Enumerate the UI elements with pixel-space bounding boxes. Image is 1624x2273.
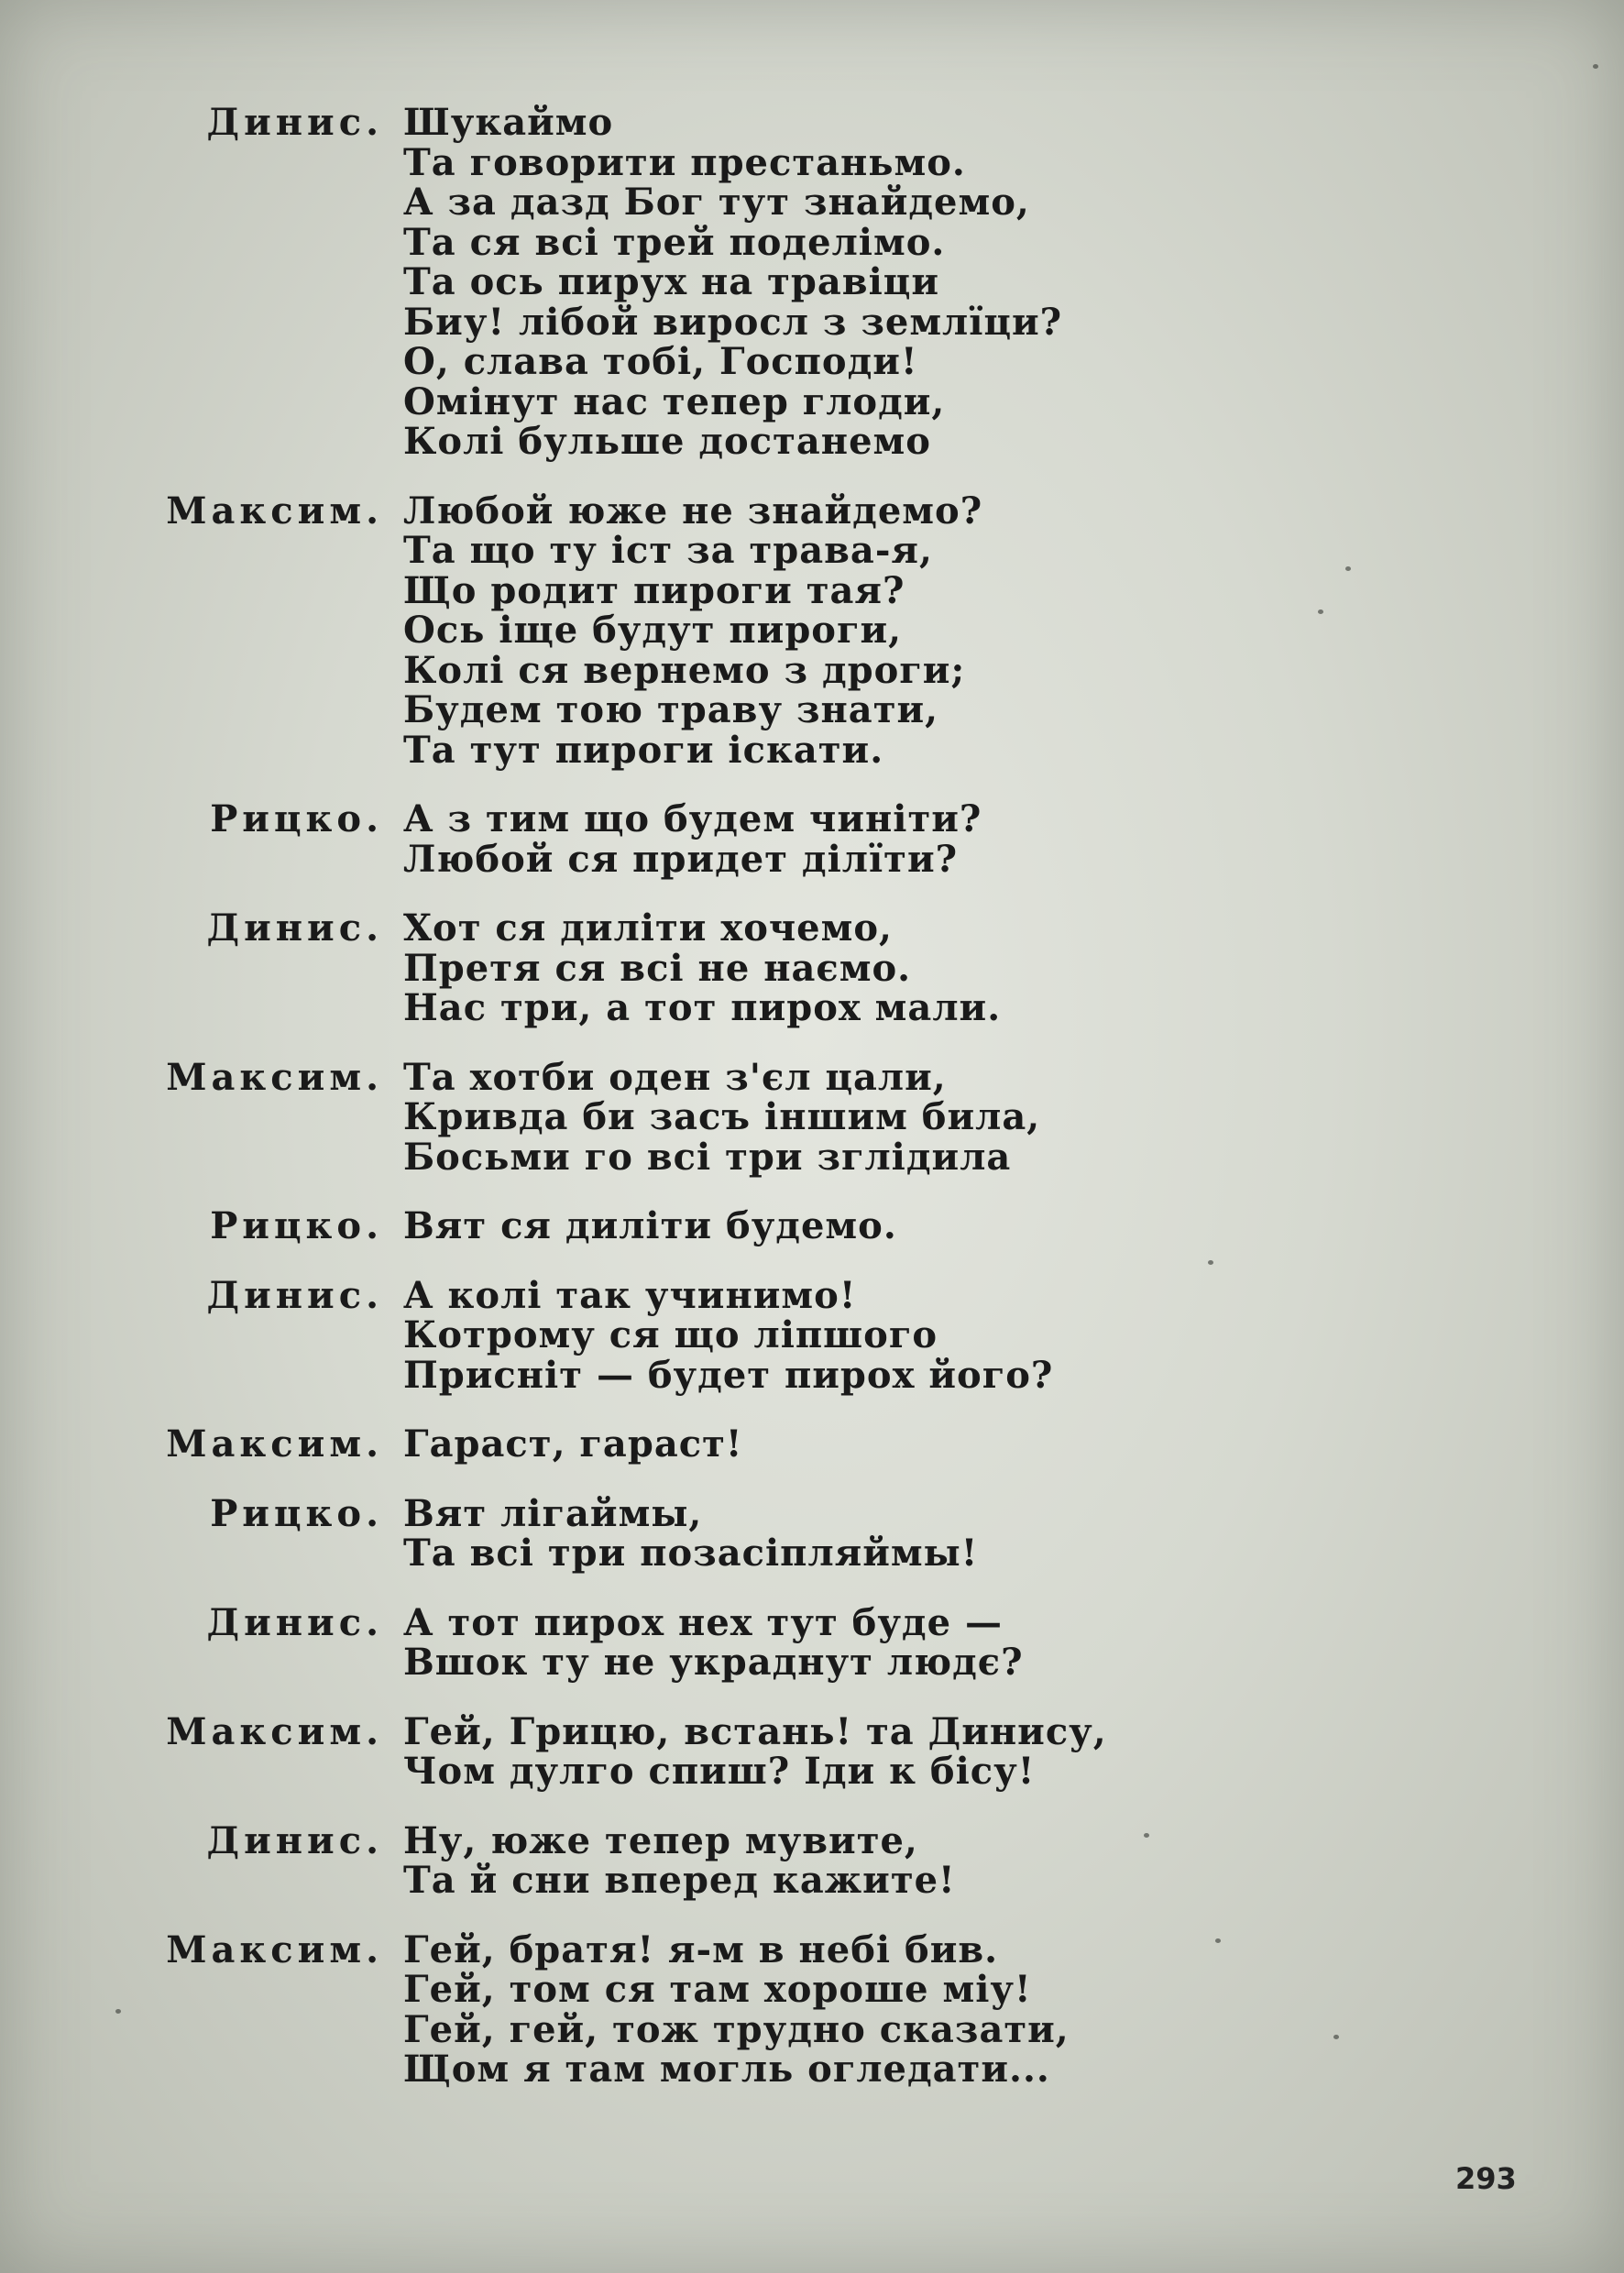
verse-line: Босьми го всі три зглідила (403, 1135, 1012, 1179)
verse-line: Гараст, гараст! (403, 1422, 743, 1466)
verse-line: Кривда би засъ іншим била, (403, 1095, 1041, 1138)
dialogue-turn (0, 1709, 1624, 1793)
verse-line: Присніт — будет пирох його? (403, 1353, 1054, 1397)
dust-speck (1208, 1260, 1213, 1265)
verse-line: Гей, Грицю, встань! та Динису, (403, 1709, 1107, 1753)
verse-line: Та говорити престаньмо. (403, 140, 966, 184)
verse-lines (403, 103, 1624, 462)
speaker-name: Максим. (166, 1055, 383, 1099)
dialogue-turn (0, 1927, 1624, 2091)
verse-line: Биу! лібой виросл з землїци? (403, 300, 1063, 344)
play-text (0, 103, 1624, 2119)
verse-lines (403, 1273, 1624, 1397)
verse-line: Любой ся придет ділїти? (403, 837, 959, 881)
verse-lines (403, 1424, 1624, 1465)
dialogue-turn (0, 1424, 1624, 1465)
verse-line: Щом я там могль огледати... (403, 2048, 1050, 2091)
dust-speck (1345, 566, 1351, 571)
verse-line: Та ось пирух на травіци (403, 260, 940, 303)
verse-line: Вят ся диліти будемо. (403, 1204, 897, 1247)
speaker-name: Динис. (206, 906, 383, 950)
verse-lines (403, 908, 1624, 1028)
verse-line: Гей, гей, тож трудно сказати, (403, 2007, 1070, 2051)
verse-line: Колі бульше достанемо (403, 420, 931, 463)
verse-line: Будем тою траву знати, (403, 688, 939, 731)
dialogue-turn (0, 1273, 1624, 1397)
verse-line: Ось іще будут пироги, (403, 609, 903, 652)
dialogue-turn (0, 1491, 1624, 1575)
verse-lines (403, 1818, 1624, 1902)
verse-lines (403, 1600, 1624, 1684)
dust-speck (1593, 64, 1598, 69)
verse-line: Хот ся диліти хочемо, (403, 906, 893, 950)
verse-line: А з тим що будем чиніти? (403, 797, 982, 840)
speaker-name: Максим. (166, 1422, 383, 1466)
verse-line: Колі ся вернемо з дроги; (403, 648, 966, 692)
dialogue-turn (0, 491, 1624, 771)
verse-line: Любой юже не знайдемо? (403, 489, 983, 533)
verse-line: А тот пирох нех тут буде — (403, 1600, 1003, 1644)
verse-line: А за дазд Бог тут знайдемо, (403, 181, 1030, 224)
speaker-name: Максим. (166, 1927, 383, 1971)
speaker-name: Максим. (166, 1709, 383, 1753)
verse-line: Гей, том ся там хороше міу! (403, 1968, 1032, 2011)
dust-speck (1333, 2035, 1339, 2039)
speaker-name: Рицко. (210, 1204, 383, 1247)
verse-line: О, слава тобі, Господи! (403, 340, 918, 383)
dust-speck (1144, 1833, 1149, 1838)
verse-line: Ну, юже тепер мувите, (403, 1818, 918, 1862)
verse-line: Та тут пироги іскати. (403, 728, 884, 772)
verse-lines (403, 799, 1624, 879)
dialogue-turn (0, 1818, 1624, 1902)
speaker-name: Динис. (206, 1818, 383, 1862)
verse-line: Та ся всі трей поделімо. (403, 220, 946, 264)
verse-line: Шукаймо (403, 101, 614, 144)
speaker-name: Динис. (206, 1600, 383, 1644)
verse-line: Гей, братя! я-м в небі бив. (403, 1927, 999, 1971)
verse-line: А колі так учинимо! (403, 1273, 857, 1317)
verse-line: Омінут нас тепер глоди, (403, 379, 946, 423)
verse-line: Чом дулго спиш? Іди к бісу! (403, 1750, 1036, 1793)
dialogue-turn (0, 1600, 1624, 1684)
speaker-name: Максим. (166, 489, 383, 533)
verse-line: Що родит пироги тая? (403, 568, 905, 612)
dust-speck (115, 2009, 121, 2014)
dialogue-turn (0, 908, 1624, 1028)
dialogue-turn (0, 1055, 1624, 1179)
speaker-name: Рицко. (210, 797, 383, 840)
dialogue-turn (0, 1206, 1624, 1246)
verse-lines (403, 1927, 1624, 2091)
verse-line: Та всі три позасіпляймы! (403, 1532, 979, 1575)
speaker-name: Динис. (206, 1273, 383, 1317)
dust-speck (1318, 609, 1323, 614)
verse-line: Нас три, а тот пирох мали. (403, 986, 1002, 1029)
speaker-name: Динис. (206, 101, 383, 144)
verse-line: Претя ся всі не наємо. (403, 946, 912, 990)
verse-lines (403, 1055, 1624, 1179)
verse-lines (403, 491, 1624, 771)
verse-lines (403, 1491, 1624, 1575)
verse-line: Та що ту іст за трава-я, (403, 529, 933, 572)
verse-lines (403, 1709, 1624, 1793)
dialogue-turn (0, 103, 1624, 462)
verse-line: Вшок ту не украднут людє? (403, 1641, 1024, 1684)
verse-line: Вят лігаймы, (403, 1491, 703, 1535)
verse-lines (403, 1206, 1624, 1246)
verse-line: Та хотби оден з'єл цали, (403, 1055, 947, 1099)
dialogue-turn (0, 799, 1624, 879)
dust-speck (1215, 1938, 1221, 1943)
page-number: 293 (1455, 2161, 1517, 2196)
verse-line: Та й сни вперед кажите! (403, 1859, 956, 1902)
verse-line: Котрому ся що ліпшого (403, 1313, 938, 1356)
speaker-name: Рицко. (210, 1491, 383, 1535)
